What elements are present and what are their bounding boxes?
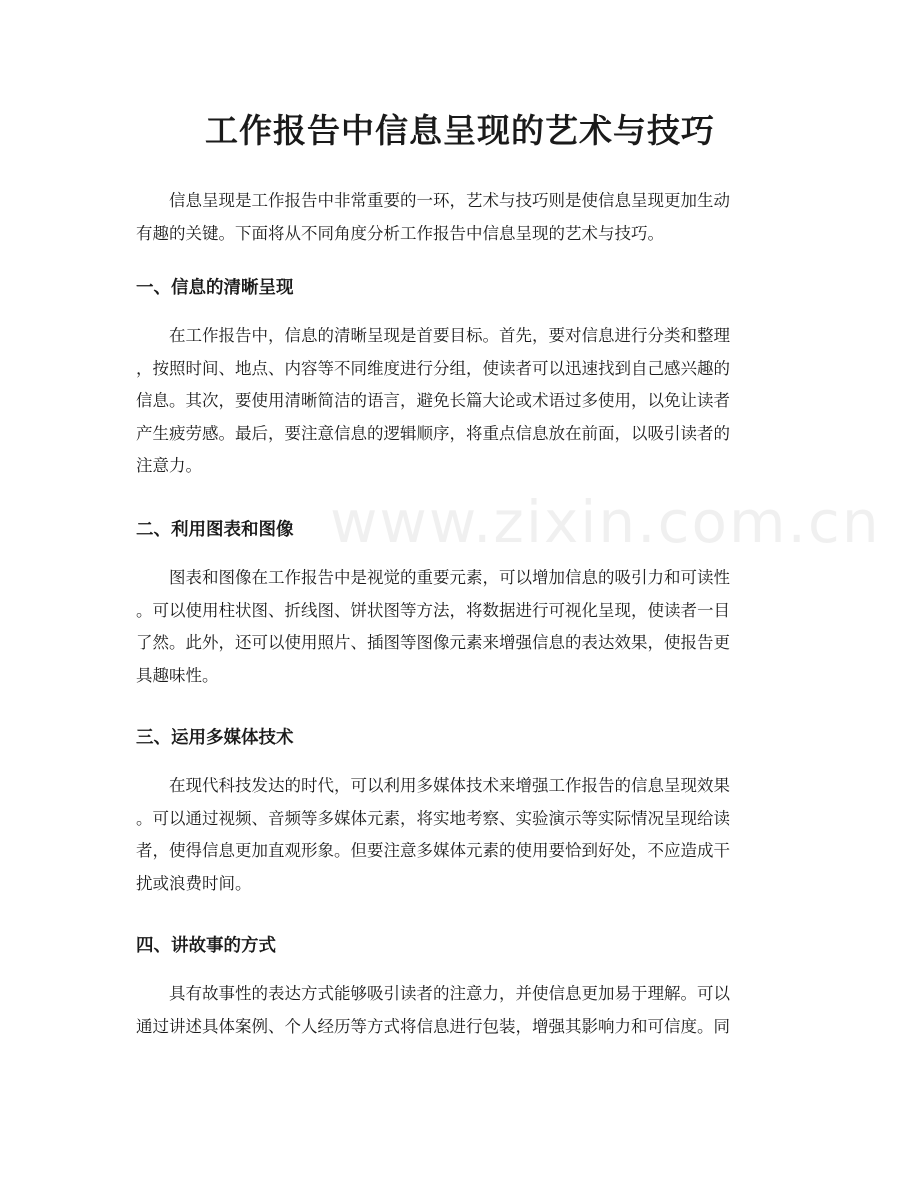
- section-heading-3: 三、运用多媒体技术: [136, 728, 294, 748]
- document-title: 工作报告中信息呈现的艺术与技巧: [205, 111, 715, 150]
- section-heading-4: 四、讲故事的方式: [136, 936, 276, 956]
- paragraph-line: 具趣味性。: [136, 665, 219, 685]
- paragraph-line: 具有故事性的表达方式能够吸引读者的注意力，并使信息更加易于理解。可以: [169, 984, 730, 1003]
- section-paragraph-3: [136, 770, 786, 900]
- paragraph-line: 。可以使用柱状图、折线图、饼状图等方法，将数据进行可视化呈现，使读者一目: [136, 600, 730, 620]
- paragraph-line: ，按照时间、地点、内容等不同维度进行分组，使读者可以迅速找到自己感兴趣的: [136, 358, 730, 378]
- watermark: www.zixin.com.cn: [330, 488, 881, 556]
- paragraph-line: 在工作报告中，信息的清晰呈现是首要目标。首先，要对信息进行分类和整理: [169, 326, 730, 345]
- paragraph-line: 信息。其次，要使用清晰简洁的语言，避免长篇大论或术语过多使用，以免让读者: [136, 391, 730, 410]
- paragraph-line: 了然。此外，还可以使用照片、插图等图像元素来增强信息的表达效果，使报告更: [136, 633, 730, 652]
- paragraph-line: 。可以通过视频、音频等多媒体元素，将实地考察、实验演示等实际情况呈现给读: [136, 808, 730, 828]
- paragraph-line: 有趣的关键。下面将从不同角度分析工作报告中信息呈现的艺术与技巧。: [136, 223, 664, 243]
- section-paragraph-4: [136, 978, 786, 1043]
- paragraph-line: 产生疲劳感。最后，要注意信息的逻辑顺序，将重点信息放在前面，以吸引读者的: [136, 423, 730, 443]
- paragraph-line: 注意力。: [136, 456, 202, 475]
- section-heading-1: 一、信息的清晰呈现: [136, 278, 294, 298]
- paragraph-line: 通过讲述具体案例、个人经历等方式将信息进行包装，增强其影响力和可信度。同: [136, 1016, 730, 1036]
- paragraph-line: 扰或浪费时间。: [136, 873, 252, 893]
- paragraph-line: 者，使得信息更加直观形象。但要注意多媒体元素的使用要恰到好处，不应造成干: [136, 841, 730, 860]
- section-paragraph-1: [136, 320, 786, 483]
- section-heading-2: 二、利用图表和图像: [136, 520, 294, 540]
- intro-paragraph: [136, 185, 786, 250]
- paragraph-line: 在现代科技发达的时代，可以利用多媒体技术来增强工作报告的信息呈现效果: [169, 776, 730, 795]
- paragraph-line: 图表和图像在工作报告中是视觉的重要元素，可以增加信息的吸引力和可读性: [169, 568, 730, 587]
- section-paragraph-2: [136, 562, 786, 692]
- paragraph-line: 信息呈现是工作报告中非常重要的一环，艺术与技巧则是使信息呈现更加生动: [169, 191, 730, 210]
